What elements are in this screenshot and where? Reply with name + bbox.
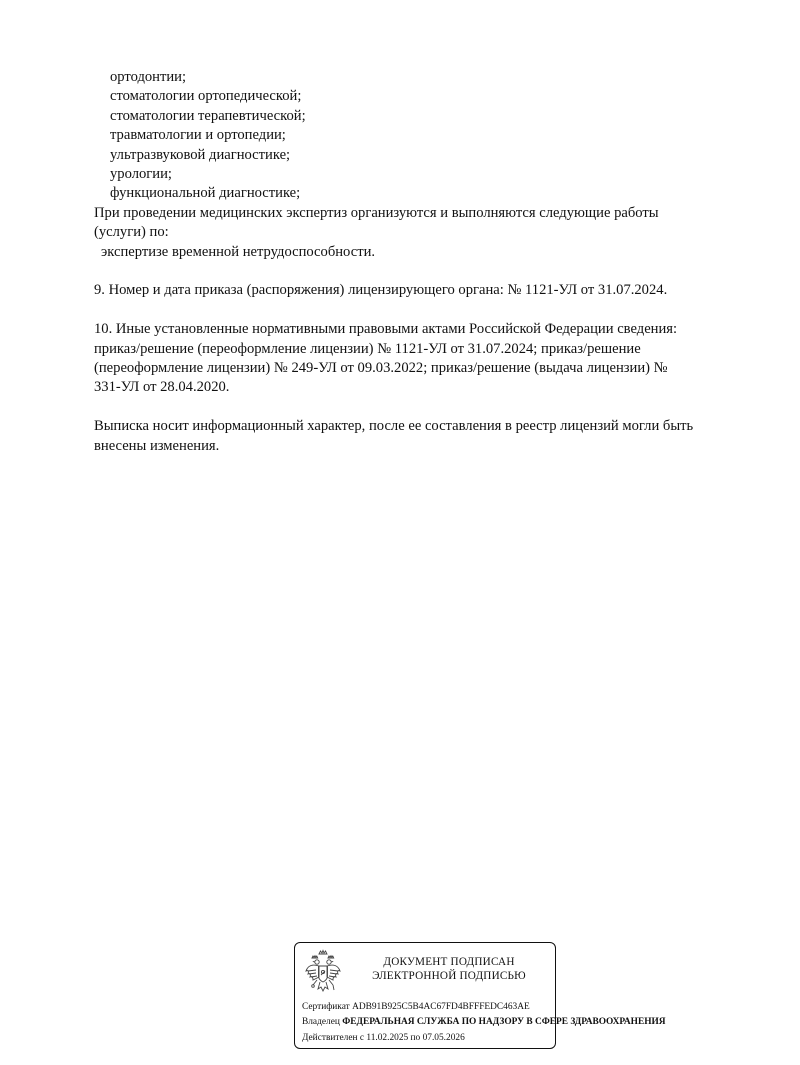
expertise-intro-line: (услуги) по: [94, 224, 169, 241]
owner-line [302, 1015, 666, 1030]
stamp-heading-line: ДОКУМЕНТ ПОДПИСАН [383, 956, 515, 968]
document-body [94, 68, 764, 456]
notice-paragraph [94, 417, 764, 456]
certificate-line [302, 1000, 555, 1015]
list-item: стоматологии терапевтической; [110, 107, 306, 124]
list-item: ультразвуковой диагностике; [110, 146, 291, 163]
expertise-item: экспертизе временной нетрудоспособности. [101, 243, 376, 260]
list-item: стоматологии ортопедической; [110, 88, 302, 105]
other-info-paragraph [94, 320, 764, 398]
other-info-line: 331-УЛ от 28.04.2020. [94, 379, 230, 396]
list-item: урологии; [110, 166, 172, 183]
stamp-heading-line: ЭЛЕКТРОННОЙ ПОДПИСЬЮ [372, 970, 526, 982]
owner-label: Владелец [302, 1017, 340, 1028]
other-info-line: (переоформление лицензии) № 249-УЛ от 09.03.2022; приказ/решение (выдача лицензии) № [94, 360, 668, 377]
list-item: ортодонтии; [110, 69, 187, 85]
owner-value: ФЕДЕРАЛЬНАЯ СЛУЖБА ПО НАДЗОРУ В СФЕРЕ ЗДРАВООХРАНЕНИЯ [342, 1017, 666, 1028]
list-item: функциональной диагностике; [110, 185, 301, 202]
notice-line: внесены изменения. [94, 437, 220, 454]
stamp-details [302, 1000, 666, 1046]
specialty-list [94, 68, 764, 204]
validity-line: Действителен с 11.02.2025 по 07.05.2026 [302, 1032, 465, 1043]
expertise-section [94, 204, 764, 262]
coat-of-arms-icon [303, 949, 343, 997]
other-info-line: приказ/решение (переоформление лицензии) № 1121-УЛ от 31.07.2024; приказ/решение [94, 340, 641, 357]
certificate-value: ADB91B925C5B4AC67FD4BFFFEDC463AE [352, 1002, 530, 1012]
list-item: травматологии и ортопедии; [110, 127, 286, 144]
notice-line: Выписка носит информационный характер, после ее составления в реестр лицензий могли быть [94, 418, 694, 435]
other-info-line: 10. Иные установленные нормативными правовыми актами Российской Федерации сведения: [94, 321, 678, 338]
expertise-intro-line: При проведении медицинских экспертиз организуются и выполняются следующие работы [94, 204, 659, 221]
order-number-paragraph: 9. Номер и дата приказа (распоряжения) лицензирующего органа: № 1121-УЛ от 31.07.2024. [94, 282, 668, 299]
certificate-label: Сертификат [302, 1002, 350, 1012]
stamp-heading [347, 955, 551, 983]
signature-stamp [294, 942, 666, 1049]
